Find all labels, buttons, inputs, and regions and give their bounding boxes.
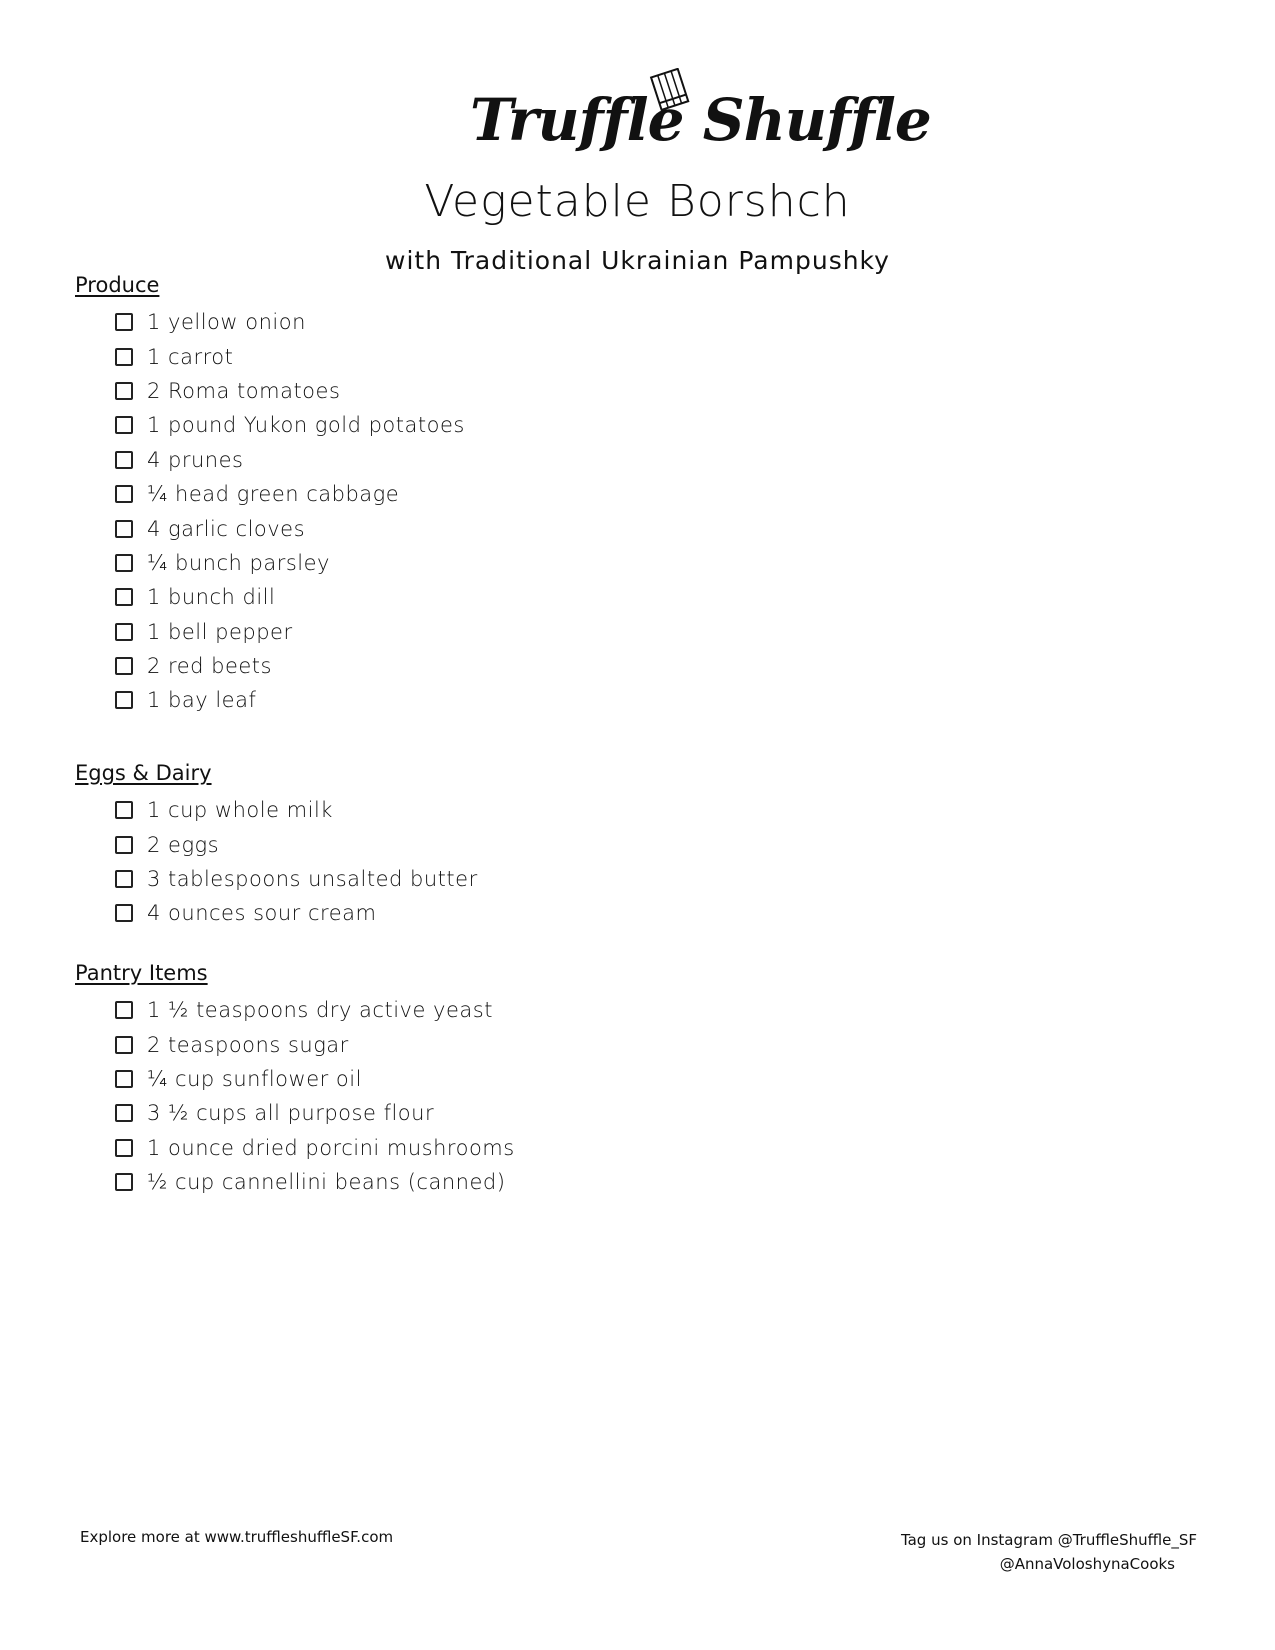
checkbox[interactable] xyxy=(115,1139,133,1157)
item-label: 2 red beets xyxy=(147,654,272,679)
item-label: ¼ cup sunflower oil xyxy=(147,1066,362,1091)
item-label: 2 Roma tomatoes xyxy=(147,378,341,403)
list-item xyxy=(115,339,465,373)
item-label: 3 tablespoons unsalted butter xyxy=(147,866,478,891)
item-label: ¼ head green cabbage xyxy=(147,482,400,507)
instagram-line-2[interactable]: @AnnaVoloshynaCooks xyxy=(999,1555,1175,1573)
checkbox[interactable] xyxy=(115,836,133,854)
item-label: 4 garlic cloves xyxy=(147,516,306,541)
page-subtitle: with Traditional Ukrainian Pampushky xyxy=(385,246,890,275)
checkbox[interactable] xyxy=(115,1104,133,1122)
item-label: 1 pound Yukon gold potatoes xyxy=(147,413,465,438)
list-item xyxy=(115,1096,515,1130)
item-label: ½ cup cannellini beans (canned) xyxy=(147,1170,506,1195)
list-item xyxy=(115,1165,515,1199)
list-item xyxy=(115,827,478,861)
list-item xyxy=(115,1062,515,1096)
item-label: 2 eggs xyxy=(147,832,220,857)
section-heading: Eggs & Dairy xyxy=(75,761,212,785)
checkbox[interactable] xyxy=(115,904,133,922)
section-pantry-items xyxy=(75,959,515,1199)
checkbox[interactable] xyxy=(115,1070,133,1088)
item-label: 1 ½ teaspoons dry active yeast xyxy=(147,998,493,1023)
list-item xyxy=(115,649,465,683)
checkbox[interactable] xyxy=(115,485,133,503)
item-label: 2 teaspoons sugar xyxy=(147,1032,349,1057)
instagram-line-1[interactable]: Tag us on Instagram @TruffleShuffle_SF xyxy=(900,1531,1197,1549)
item-label: 1 cup whole milk xyxy=(147,798,333,823)
list-item xyxy=(115,408,465,442)
section-heading: Pantry Items xyxy=(75,961,208,985)
list-item xyxy=(115,615,465,649)
checkbox[interactable] xyxy=(115,554,133,572)
list-item xyxy=(115,1027,515,1061)
page-title: Vegetable Borshch xyxy=(424,176,851,227)
checkbox[interactable] xyxy=(115,801,133,819)
checkbox[interactable] xyxy=(115,313,133,331)
section-produce xyxy=(75,271,465,718)
section-eggs-dairy xyxy=(75,759,478,931)
item-label: 4 ounces sour cream xyxy=(147,901,377,926)
checkbox[interactable] xyxy=(115,588,133,606)
list-item xyxy=(115,374,465,408)
list-item xyxy=(115,993,515,1027)
checkbox[interactable] xyxy=(115,348,133,366)
list-item xyxy=(115,443,465,477)
list-item xyxy=(115,793,478,827)
checkbox[interactable] xyxy=(115,416,133,434)
item-label: 3 ½ cups all purpose flour xyxy=(147,1101,435,1126)
footer-website[interactable]: Explore more at www.truffleshuffleSF.com xyxy=(80,1528,394,1546)
list-item xyxy=(115,580,465,614)
item-label: 4 prunes xyxy=(147,447,244,472)
list-item xyxy=(115,862,478,896)
item-label: 1 ounce dried porcini mushrooms xyxy=(147,1135,515,1160)
brand-logo xyxy=(470,68,931,178)
item-label: 1 bunch dill xyxy=(147,585,276,610)
checkbox[interactable] xyxy=(115,520,133,538)
item-label: ¼ bunch parsley xyxy=(147,550,330,575)
item-label: 1 yellow onion xyxy=(147,310,306,335)
list-item xyxy=(115,511,465,545)
checkbox[interactable] xyxy=(115,870,133,888)
item-label: 1 carrot xyxy=(147,344,234,369)
section-heading: Produce xyxy=(75,273,160,297)
item-label: 1 bell pepper xyxy=(147,619,293,644)
list-item xyxy=(115,305,465,339)
list-item xyxy=(115,896,478,930)
checkbox[interactable] xyxy=(115,1173,133,1191)
checkbox[interactable] xyxy=(115,623,133,641)
logo-wordmark: Truffle Shuffle xyxy=(470,86,931,154)
list-item xyxy=(115,477,465,511)
list-item xyxy=(115,683,465,717)
list-item xyxy=(115,1131,515,1165)
footer-instagram xyxy=(901,1528,1197,1576)
checkbox[interactable] xyxy=(115,1001,133,1019)
list-item xyxy=(115,546,465,580)
checkbox[interactable] xyxy=(115,451,133,469)
checkbox[interactable] xyxy=(115,657,133,675)
checkbox[interactable] xyxy=(115,382,133,400)
checkbox[interactable] xyxy=(115,691,133,709)
item-label: 1 bay leaf xyxy=(147,688,257,713)
checkbox[interactable] xyxy=(115,1036,133,1054)
